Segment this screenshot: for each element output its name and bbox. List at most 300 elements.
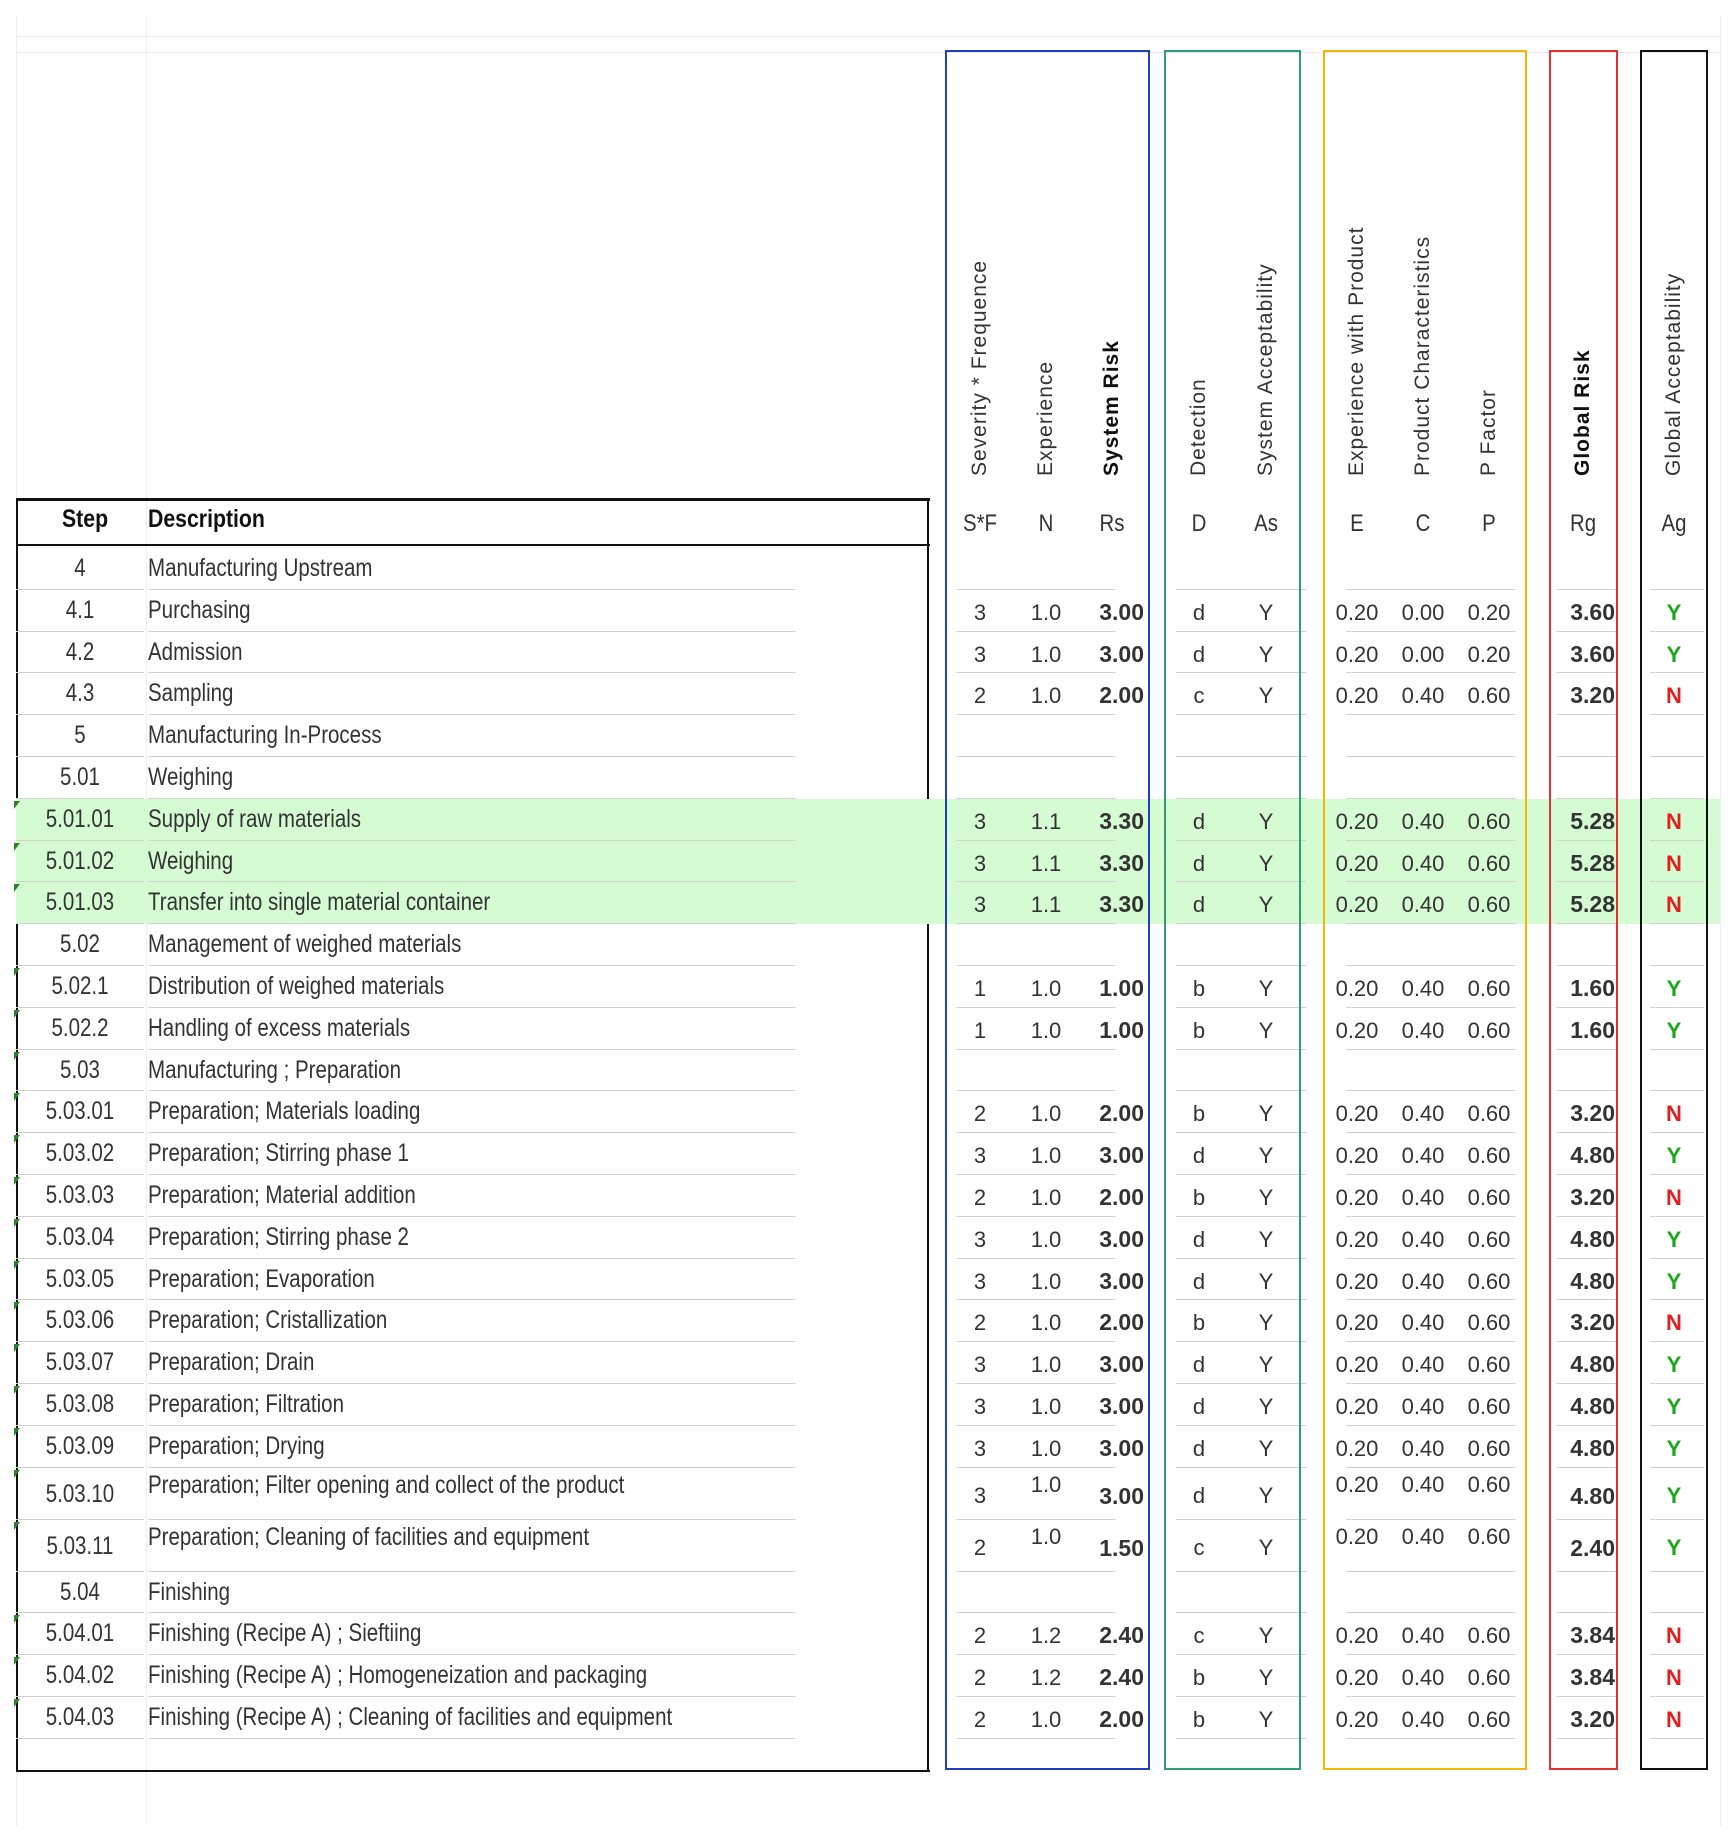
- n-cell: 1.0: [1030, 1017, 1062, 1043]
- as-cell: Y: [1258, 1017, 1274, 1043]
- description-cell: Finishing: [148, 1577, 231, 1606]
- ag-cell: N: [1666, 1623, 1682, 1649]
- column-code: D: [1191, 510, 1207, 537]
- comment-indicator-icon: [14, 801, 20, 809]
- as-cell: Y: [1258, 1143, 1274, 1169]
- ag-cell: Y: [1666, 1352, 1682, 1378]
- ag-cell: Y: [1666, 976, 1682, 1001]
- rg-cell: 4.80: [1570, 1267, 1615, 1294]
- rg-cell: 1.60: [1570, 975, 1615, 1001]
- e-cell: 0.20: [1335, 1665, 1379, 1691]
- p-cell: 0.20: [1467, 599, 1511, 625]
- rs-cell: 3.00: [1099, 1351, 1144, 1378]
- step-cell: 4.3: [65, 679, 95, 708]
- rg-cell: 4.80: [1570, 1351, 1615, 1378]
- p-cell: 0.60: [1467, 1017, 1511, 1043]
- as-cell: Y: [1258, 976, 1274, 1001]
- ag-cell: N: [1666, 1665, 1682, 1691]
- d-cell: c: [1193, 1623, 1205, 1649]
- detection-frame: [1164, 50, 1301, 1770]
- d-cell: d: [1192, 641, 1206, 667]
- step-cell: 5.04.03: [45, 1703, 115, 1731]
- c-cell: 0.40: [1401, 1185, 1445, 1210]
- n-cell: 1.2: [1030, 1665, 1062, 1691]
- step-cell: 5.04.02: [45, 1661, 115, 1690]
- rs-cell: 3.30: [1099, 891, 1144, 918]
- p-cell: 0.20: [1467, 641, 1511, 667]
- column-header-title: System Acceptability: [1254, 263, 1277, 476]
- as-cell: Y: [1258, 808, 1274, 834]
- p-cell: 0.60: [1467, 1523, 1511, 1549]
- step-cell: 4.2: [65, 637, 95, 666]
- n-cell: 1.0: [1030, 1707, 1062, 1732]
- e-cell: 0.20: [1335, 1352, 1379, 1378]
- e-cell: 0.20: [1335, 599, 1379, 625]
- gridline: [16, 36, 1720, 37]
- step-cell: 5.02.1: [51, 972, 109, 1000]
- column-code: N: [1038, 510, 1054, 537]
- d-cell: c: [1193, 683, 1205, 709]
- ag-cell: Y: [1666, 599, 1682, 625]
- step-cell: 5.03.09: [45, 1431, 115, 1460]
- c-cell: 0.40: [1401, 1101, 1445, 1127]
- n-cell: 1.0: [1030, 599, 1062, 625]
- c-cell: 0.40: [1401, 976, 1445, 1001]
- rg-cell: 4.80: [1570, 1434, 1615, 1461]
- step-cell: 5.01.01: [45, 804, 115, 833]
- e-cell: 0.20: [1335, 1185, 1379, 1210]
- description-cell: Sampling: [148, 679, 234, 708]
- ag-cell: Y: [1666, 1017, 1682, 1043]
- c-cell: 0.40: [1401, 1394, 1445, 1419]
- n-cell: 1.0: [1030, 1101, 1062, 1127]
- p-cell: 0.60: [1467, 1268, 1511, 1294]
- ag-cell: N: [1666, 892, 1682, 918]
- ag-cell: Y: [1666, 1394, 1682, 1419]
- c-cell: 0.40: [1401, 1435, 1445, 1461]
- rs-cell: 2.00: [1099, 1309, 1144, 1336]
- p-cell: 0.60: [1467, 808, 1511, 834]
- c-cell: 0.40: [1401, 1471, 1445, 1497]
- sf-cell: 3: [973, 641, 987, 667]
- comment-indicator-icon: [14, 843, 20, 851]
- as-cell: Y: [1258, 1435, 1274, 1461]
- rs-cell: 3.00: [1099, 1142, 1144, 1169]
- sf-cell: 2: [973, 1101, 987, 1127]
- ag-cell: Y: [1666, 1435, 1682, 1461]
- p-cell: 0.60: [1467, 1143, 1511, 1169]
- rs-cell: 3.00: [1099, 1434, 1144, 1461]
- rg-cell: 4.80: [1570, 1482, 1615, 1509]
- step-cell: 5.03.04: [45, 1222, 115, 1251]
- p-cell: 0.60: [1467, 1471, 1511, 1497]
- rg-cell: 5.28: [1570, 807, 1615, 834]
- rg-cell: 5.28: [1570, 891, 1615, 918]
- p-cell: 0.60: [1467, 892, 1511, 918]
- sf-cell: 3: [973, 1435, 987, 1461]
- e-cell: 0.20: [1335, 1523, 1379, 1549]
- e-cell: 0.20: [1335, 850, 1379, 876]
- column-code: Rs: [1099, 510, 1125, 537]
- e-cell: 0.20: [1335, 1394, 1379, 1419]
- d-cell: d: [1192, 1268, 1206, 1294]
- rg-cell: 3.20: [1570, 1100, 1615, 1127]
- step-cell: 5.03.08: [45, 1390, 115, 1418]
- description-cell: Preparation; Materials loading: [148, 1097, 421, 1126]
- d-cell: b: [1192, 1185, 1206, 1210]
- ag-cell: N: [1666, 1707, 1682, 1732]
- comment-indicator-icon: [14, 1093, 20, 1101]
- column-code: Rg: [1569, 510, 1597, 537]
- p-cell: 0.60: [1467, 850, 1511, 876]
- comment-indicator-icon: [14, 1261, 20, 1269]
- as-cell: Y: [1258, 1623, 1274, 1649]
- d-cell: b: [1192, 1665, 1206, 1691]
- e-cell: 0.20: [1335, 1143, 1379, 1169]
- step-cell: 5.03.11: [46, 1531, 114, 1560]
- comment-indicator-icon: [14, 1010, 20, 1018]
- rs-cell: 3.30: [1099, 807, 1144, 834]
- comment-indicator-icon: [14, 1177, 20, 1185]
- n-cell: 1.0: [1030, 1143, 1062, 1169]
- description-cell: Finishing (Recipe A) ; Homogeneization and packaging: [148, 1661, 648, 1690]
- description-cell: Handling of excess materials: [148, 1013, 411, 1042]
- d-cell: b: [1192, 1017, 1206, 1043]
- n-cell: 1.0: [1030, 1471, 1062, 1497]
- p-cell: 0.60: [1467, 1185, 1511, 1210]
- n-cell: 1.0: [1030, 1523, 1062, 1549]
- description-cell: Manufacturing In-Process: [148, 721, 382, 750]
- step-cell: 5.02: [60, 930, 100, 959]
- sf-cell: 3: [973, 1482, 987, 1508]
- step-cell: 5: [74, 721, 86, 750]
- c-cell: 0.40: [1401, 1707, 1445, 1732]
- description-cell: Preparation; Stirring phase 2: [148, 1222, 409, 1251]
- description-cell: Distribution of weighed materials: [148, 972, 445, 1000]
- column-header-title: System Risk: [1100, 340, 1123, 476]
- rg-cell: 3.84: [1570, 1622, 1615, 1649]
- c-cell: 0.40: [1401, 808, 1445, 834]
- p-cell: 0.60: [1467, 1101, 1511, 1127]
- sf-cell: 2: [973, 1310, 987, 1336]
- d-cell: b: [1192, 1101, 1206, 1127]
- sf-cell: 2: [973, 1185, 987, 1210]
- ag-cell: N: [1666, 1101, 1682, 1127]
- as-cell: Y: [1258, 1185, 1274, 1210]
- description-cell: Finishing (Recipe A) ; Sieftiing: [148, 1619, 422, 1648]
- d-cell: d: [1192, 1352, 1206, 1378]
- c-cell: 0.40: [1401, 1523, 1445, 1549]
- sf-cell: 3: [973, 599, 987, 625]
- rs-cell: 3.00: [1099, 640, 1144, 667]
- description-cell: Preparation; Stirring phase 1: [148, 1139, 409, 1168]
- ag-cell: N: [1666, 683, 1682, 709]
- c-cell: 0.40: [1401, 1017, 1445, 1043]
- e-cell: 0.20: [1335, 683, 1379, 709]
- n-cell: 1.1: [1030, 808, 1062, 834]
- description-cell: Preparation; Cleaning of facilities and equipment: [148, 1522, 590, 1551]
- comment-indicator-icon: [14, 1522, 20, 1530]
- d-cell: d: [1192, 850, 1206, 876]
- description-cell: Weighing: [148, 846, 234, 875]
- as-cell: Y: [1258, 1394, 1274, 1419]
- rs-cell: 3.00: [1099, 1225, 1144, 1252]
- rs-cell: 1.00: [1099, 1016, 1144, 1043]
- as-cell: Y: [1258, 1665, 1274, 1691]
- description-cell: Preparation; Filtration: [148, 1390, 344, 1418]
- rs-cell: 1.50: [1099, 1534, 1144, 1561]
- as-cell: Y: [1258, 1352, 1274, 1378]
- rs-cell: 3.00: [1099, 1267, 1144, 1294]
- rs-cell: 3.00: [1099, 1393, 1144, 1419]
- n-cell: 1.0: [1030, 1310, 1062, 1336]
- sf-cell: 2: [973, 1623, 987, 1649]
- rg-cell: 3.84: [1570, 1664, 1615, 1691]
- column-header-title: Global Acceptability: [1662, 272, 1685, 476]
- c-cell: 0.40: [1401, 1268, 1445, 1294]
- description-cell: Preparation; Filter opening and collect of the product: [148, 1470, 625, 1499]
- step-cell: 5.02.2: [51, 1013, 109, 1042]
- n-cell: 1.0: [1030, 1268, 1062, 1294]
- sf-cell: 1: [973, 1017, 987, 1043]
- column-code: E: [1350, 510, 1364, 537]
- d-cell: c: [1193, 1534, 1205, 1560]
- e-cell: 0.20: [1335, 1310, 1379, 1336]
- comment-indicator-icon: [14, 1135, 20, 1143]
- rs-cell: 2.40: [1099, 1622, 1144, 1649]
- sf-cell: 3: [973, 1394, 987, 1419]
- p-cell: 0.60: [1467, 1665, 1511, 1691]
- rs-cell: 2.00: [1099, 682, 1144, 709]
- e-cell: 0.20: [1335, 892, 1379, 918]
- p-cell: 0.60: [1467, 1394, 1511, 1419]
- ag-cell: Y: [1666, 1482, 1682, 1508]
- sf-cell: 3: [973, 1268, 987, 1294]
- description-cell: Manufacturing Upstream: [148, 554, 373, 582]
- c-cell: 0.40: [1401, 683, 1445, 709]
- column-header-title: Product Characteristics: [1411, 235, 1434, 476]
- as-cell: Y: [1258, 850, 1274, 876]
- n-cell: 1.0: [1030, 1435, 1062, 1461]
- rg-cell: 4.80: [1570, 1393, 1615, 1419]
- step-cell: 5.03: [60, 1055, 100, 1084]
- as-cell: Y: [1258, 683, 1274, 709]
- ag-cell: N: [1666, 850, 1682, 876]
- d-cell: d: [1192, 892, 1206, 918]
- rg-cell: 1.60: [1570, 1016, 1615, 1043]
- rg-cell: 3.20: [1570, 682, 1615, 709]
- step-cell: 4: [74, 554, 86, 582]
- rg-cell: 4.80: [1570, 1225, 1615, 1252]
- description-column-header: Description: [148, 505, 265, 533]
- c-cell: 0.40: [1401, 1352, 1445, 1378]
- d-cell: b: [1192, 976, 1206, 1001]
- step-column-header: Step: [62, 505, 109, 533]
- n-cell: 1.0: [1030, 641, 1062, 667]
- rs-cell: 2.00: [1099, 1706, 1144, 1732]
- rs-cell: 3.00: [1099, 598, 1144, 625]
- column-code: Ag: [1661, 510, 1687, 537]
- description-cell: Management of weighed materials: [148, 930, 462, 959]
- n-cell: 1.0: [1030, 976, 1062, 1001]
- comment-indicator-icon: [14, 1052, 20, 1060]
- c-cell: 0.40: [1401, 1143, 1445, 1169]
- as-cell: Y: [1258, 1310, 1274, 1336]
- p-cell: 0.60: [1467, 1310, 1511, 1336]
- rg-cell: 5.28: [1570, 849, 1615, 876]
- e-cell: 0.20: [1335, 1226, 1379, 1252]
- column-code: S*F: [962, 510, 997, 537]
- as-cell: Y: [1258, 1707, 1274, 1732]
- rs-cell: 1.00: [1099, 975, 1144, 1001]
- ag-cell: Y: [1666, 641, 1682, 667]
- step-cell: 5.03.05: [45, 1264, 115, 1293]
- step-cell: 5.01.02: [45, 846, 115, 875]
- description-cell: Transfer into single material container: [148, 888, 491, 917]
- comment-indicator-icon: [14, 884, 20, 892]
- d-cell: d: [1192, 1143, 1206, 1169]
- sf-cell: 2: [973, 1534, 987, 1560]
- rg-cell: 2.40: [1570, 1534, 1615, 1561]
- c-cell: 0.40: [1401, 1310, 1445, 1336]
- description-cell: Preparation; Material addition: [148, 1181, 416, 1209]
- step-cell: 5.03.02: [45, 1139, 115, 1168]
- ag-cell: N: [1666, 1185, 1682, 1210]
- c-cell: 0.00: [1401, 641, 1445, 667]
- rg-cell: 3.20: [1570, 1309, 1615, 1336]
- description-cell: Weighing: [148, 763, 234, 791]
- sf-cell: 3: [973, 1143, 987, 1169]
- e-cell: 0.20: [1335, 1101, 1379, 1127]
- d-cell: d: [1192, 808, 1206, 834]
- p-cell: 0.60: [1467, 683, 1511, 709]
- header-rule: [16, 544, 930, 546]
- n-cell: 1.0: [1030, 1226, 1062, 1252]
- as-cell: Y: [1258, 892, 1274, 918]
- rs-cell: 2.00: [1099, 1100, 1144, 1127]
- as-cell: Y: [1258, 1226, 1274, 1252]
- sf-cell: 3: [973, 1226, 987, 1252]
- step-cell: 5.01: [60, 763, 100, 791]
- comment-indicator-icon: [14, 1428, 20, 1436]
- e-cell: 0.20: [1335, 1017, 1379, 1043]
- comment-indicator-icon: [14, 1657, 20, 1665]
- d-cell: d: [1192, 1226, 1206, 1252]
- description-cell: Preparation; Drying: [148, 1431, 325, 1460]
- ag-cell: Y: [1666, 1226, 1682, 1252]
- rs-cell: 2.00: [1099, 1184, 1144, 1210]
- description-cell: Finishing (Recipe A) ; Cleaning of facilities and equipment: [148, 1703, 673, 1731]
- e-cell: 0.20: [1335, 1623, 1379, 1649]
- column-header-title: Severity * Frequence: [968, 259, 991, 476]
- sf-cell: 2: [973, 683, 987, 709]
- step-cell: 5.04.01: [45, 1619, 115, 1648]
- e-cell: 0.20: [1335, 641, 1379, 667]
- step-cell: 5.03.07: [45, 1348, 115, 1377]
- ag-cell: Y: [1666, 1534, 1682, 1560]
- column-header-title: Detection: [1187, 378, 1210, 476]
- n-cell: 1.1: [1030, 850, 1062, 876]
- n-cell: 1.0: [1030, 1185, 1062, 1210]
- p-cell: 0.60: [1467, 1707, 1511, 1732]
- sf-cell: 3: [973, 1352, 987, 1378]
- c-cell: 0.40: [1401, 1226, 1445, 1252]
- column-code: As: [1254, 510, 1278, 537]
- ag-cell: Y: [1666, 1143, 1682, 1169]
- d-cell: b: [1192, 1707, 1206, 1732]
- description-cell: Manufacturing ; Preparation: [148, 1055, 401, 1084]
- rg-cell: 3.20: [1570, 1184, 1615, 1210]
- step-cell: 5.01.03: [45, 888, 115, 917]
- comment-indicator-icon: [14, 1386, 20, 1394]
- d-cell: d: [1192, 599, 1206, 625]
- comment-indicator-icon: [14, 1699, 20, 1707]
- description-cell: Preparation; Evaporation: [148, 1264, 375, 1293]
- step-cell: 4.1: [65, 595, 95, 624]
- sf-cell: 1: [973, 976, 987, 1001]
- column-code: P: [1482, 510, 1496, 537]
- comment-indicator-icon: [14, 1302, 20, 1310]
- comment-indicator-icon: [14, 1219, 20, 1227]
- comment-indicator-icon: [14, 1615, 20, 1623]
- c-cell: 0.40: [1401, 892, 1445, 918]
- sf-cell: 3: [973, 850, 987, 876]
- left-panel-border: [16, 1770, 930, 1772]
- n-cell: 1.0: [1030, 683, 1062, 709]
- as-cell: Y: [1258, 1534, 1274, 1560]
- as-cell: Y: [1258, 641, 1274, 667]
- ag-cell: Y: [1666, 1268, 1682, 1294]
- step-cell: 5.04: [60, 1577, 100, 1606]
- e-cell: 0.20: [1335, 1435, 1379, 1461]
- step-cell: 5.03.03: [45, 1181, 115, 1209]
- column-header-title: Experience: [1034, 360, 1057, 476]
- d-cell: d: [1192, 1435, 1206, 1461]
- comment-indicator-icon: [14, 1470, 20, 1478]
- n-cell: 1.1: [1030, 892, 1062, 918]
- rg-cell: 4.80: [1570, 1142, 1615, 1169]
- p-cell: 0.60: [1467, 1623, 1511, 1649]
- d-cell: d: [1192, 1482, 1206, 1508]
- rs-cell: 2.40: [1099, 1664, 1144, 1691]
- c-cell: 0.40: [1401, 850, 1445, 876]
- header-rule: [16, 498, 930, 501]
- n-cell: 1.2: [1030, 1623, 1062, 1649]
- c-cell: 0.40: [1401, 1665, 1445, 1691]
- sf-cell: 3: [973, 808, 987, 834]
- column-header-title: Global Risk: [1571, 349, 1594, 476]
- column-code: C: [1415, 510, 1431, 537]
- as-cell: Y: [1258, 1268, 1274, 1294]
- e-cell: 0.20: [1335, 976, 1379, 1001]
- sf-cell: 3: [973, 892, 987, 918]
- rg-cell: 3.20: [1570, 1706, 1615, 1732]
- p-cell: 0.60: [1467, 1435, 1511, 1461]
- e-cell: 0.20: [1335, 808, 1379, 834]
- system-risk-frame: [945, 50, 1150, 1770]
- gridline: [1720, 16, 1721, 1826]
- ag-cell: N: [1666, 1310, 1682, 1336]
- e-cell: 0.20: [1335, 1268, 1379, 1294]
- step-cell: 5.03.01: [45, 1097, 115, 1126]
- d-cell: d: [1192, 1394, 1206, 1419]
- column-header-title: P Factor: [1477, 389, 1500, 476]
- product-factor-frame: [1323, 50, 1527, 1770]
- description-cell: Purchasing: [148, 595, 251, 624]
- p-cell: 0.60: [1467, 1352, 1511, 1378]
- n-cell: 1.0: [1030, 1352, 1062, 1378]
- n-cell: 1.0: [1030, 1394, 1062, 1419]
